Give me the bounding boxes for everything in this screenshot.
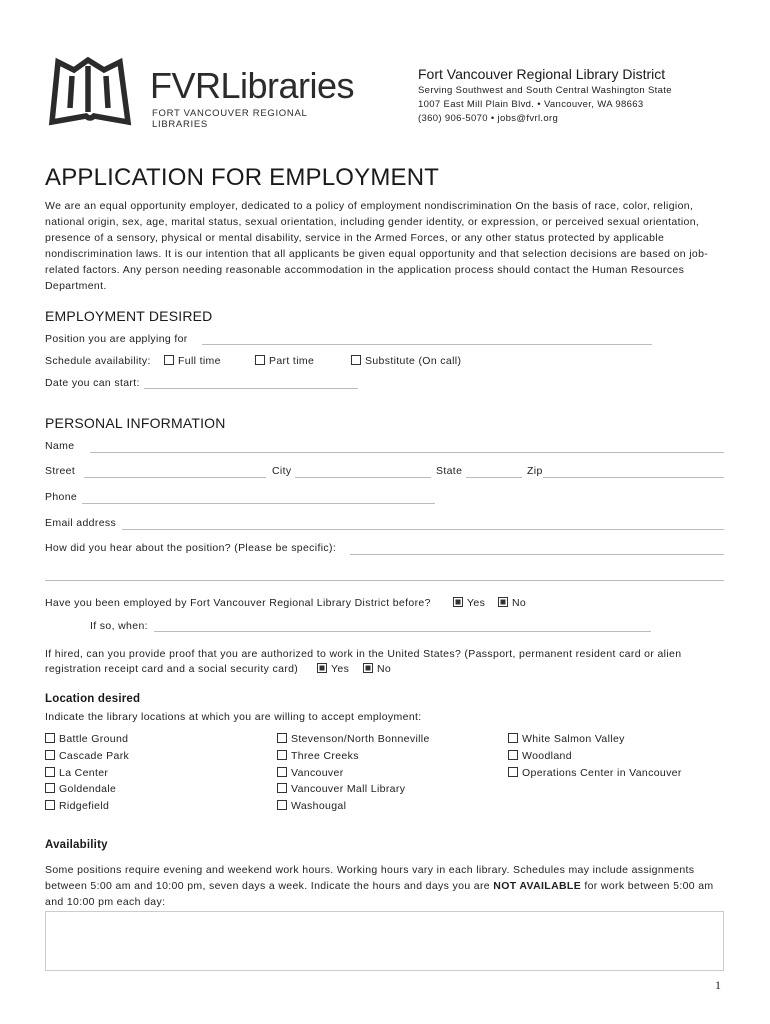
org-tagline: Serving Southwest and South Central Washington State (418, 85, 672, 96)
zip-field[interactable] (543, 477, 724, 478)
proof-question-line1: If hired, can you provide proof that you are authorized to work in the United States? (Passport, permanent resident card or alien (45, 648, 682, 660)
location-item[interactable]: Woodland (508, 748, 682, 765)
availability-paragraph: Some positions require evening and weekend work hours. Working hours vary in each library. Schedules may include assignments between 5:00 am and 10:00 pm, seven days a week. Indicate the hours and days you are NOT AVAILABLE for work between 5:00 am and 10:00 pm each day: (45, 864, 714, 908)
logo-subtitle: FORT VANCOUVER REGIONAL LIBRARIES (152, 108, 308, 130)
proof-question-line2: registration receipt card and a social security card) (45, 663, 299, 675)
part-time-option[interactable]: Part time (255, 355, 314, 367)
availability-heading: Availability (45, 839, 108, 851)
location-item[interactable]: Vancouver (277, 765, 430, 782)
location-item[interactable]: Goldendale (45, 781, 129, 798)
schedule-label: Schedule availability: (45, 355, 151, 367)
proof-yes-option[interactable]: Yes (317, 663, 349, 675)
personal-heading: PERSONAL INFORMATION (45, 415, 226, 431)
location-item[interactable]: Vancouver Mall Library (277, 781, 430, 798)
if-so-field[interactable] (154, 631, 651, 632)
substitute-option[interactable]: Substitute (On call) (351, 355, 461, 367)
location-checkbox[interactable] (508, 750, 518, 760)
employed-no-option[interactable]: No (498, 597, 526, 609)
location-item[interactable]: Cascade Park (45, 748, 129, 765)
name-label: Name (45, 440, 75, 452)
part-time-checkbox[interactable] (255, 355, 265, 365)
street-label: Street (45, 465, 76, 477)
zip-label: Zip (527, 465, 543, 477)
location-checkbox[interactable] (508, 767, 518, 777)
location-checkbox[interactable] (277, 783, 287, 793)
location-item[interactable]: Battle Ground (45, 731, 129, 748)
name-field[interactable] (90, 452, 724, 453)
start-date-label: Date you can start: (45, 377, 140, 389)
employment-heading: EMPLOYMENT DESIRED (45, 308, 213, 324)
open-book-logo-icon (44, 56, 136, 126)
org-address: 1007 East Mill Plain Blvd. • Vancouver, WA 98663 (418, 99, 644, 110)
state-label: State (436, 465, 463, 477)
full-time-option[interactable]: Full time (164, 355, 221, 367)
org-contact: (360) 906-5070 • jobs@fvrl.org (418, 113, 559, 124)
proof-no-option[interactable]: No (363, 663, 391, 675)
heard-field[interactable] (350, 554, 724, 555)
location-checkbox[interactable] (277, 800, 287, 810)
proof-yes-checkbox[interactable] (317, 663, 327, 673)
employed-no-checkbox[interactable] (498, 597, 508, 607)
location-checkbox[interactable] (45, 733, 55, 743)
availability-textbox[interactable] (45, 911, 724, 971)
location-checkbox[interactable] (508, 733, 518, 743)
heard-label: How did you hear about the position? (Please be specific): (45, 542, 337, 554)
phone-field[interactable] (82, 503, 435, 504)
email-label: Email address (45, 517, 117, 529)
location-item[interactable]: White Salmon Valley (508, 731, 682, 748)
city-label: City (272, 465, 292, 477)
location-checkbox[interactable] (45, 750, 55, 760)
location-item[interactable]: Three Creeks (277, 748, 430, 765)
phone-label: Phone (45, 491, 78, 503)
location-item[interactable]: Ridgefield (45, 798, 129, 815)
location-item[interactable]: Operations Center in Vancouver (508, 765, 682, 782)
employed-before-question: Have you been employed by Fort Vancouver Regional Library District before? (45, 597, 431, 609)
org-name: Fort Vancouver Regional Library District (418, 66, 666, 82)
location-column-1 (45, 731, 129, 815)
city-field[interactable] (295, 477, 431, 478)
full-time-checkbox[interactable] (164, 355, 174, 365)
employed-yes-option[interactable]: Yes (453, 597, 485, 609)
location-item[interactable]: Stevenson/North Bonneville (277, 731, 430, 748)
email-field[interactable] (122, 529, 724, 530)
intro-paragraph: We are an equal opportunity employer, dedicated to a policy of employment nondiscrimination On the basis of race, color, religion, national origin, sex, age, marital status, sexual orientation, including gender identity, or expression, or perceived sexual orientation, presence of a sensory, physical or mental disability, service in the Armed Forces, or any other status protected by applicable nondiscrimination laws. It is our intention that all applicants be given equal opportunity and that selection decisions are based on job-related factors. Any person needing reasonable accommodation in the application process should contact the Human Resources Department. (45, 200, 709, 292)
heard-field-2[interactable] (45, 580, 724, 581)
page-number: 1 (715, 978, 721, 992)
not-available-emphasis: NOT AVAILABLE (493, 880, 582, 892)
location-item[interactable]: La Center (45, 765, 129, 782)
logo-wordmark: FVRLibraries (150, 65, 355, 106)
location-column-3 (508, 731, 682, 781)
location-checkbox[interactable] (45, 800, 55, 810)
position-label: Position you are applying for (45, 333, 188, 345)
location-checkbox[interactable] (277, 767, 287, 777)
location-checkbox[interactable] (277, 733, 287, 743)
location-subtext: Indicate the library locations at which you are willing to accept employment: (45, 711, 422, 723)
position-field[interactable] (202, 344, 652, 345)
employed-yes-checkbox[interactable] (453, 597, 463, 607)
location-item[interactable]: Washougal (277, 798, 430, 815)
location-checkbox[interactable] (45, 783, 55, 793)
substitute-checkbox[interactable] (351, 355, 361, 365)
location-column-2 (277, 731, 430, 815)
location-checkbox[interactable] (45, 767, 55, 777)
if-so-label: If so, when: (90, 620, 148, 632)
proof-no-checkbox[interactable] (363, 663, 373, 673)
location-heading: Location desired (45, 693, 141, 705)
start-date-field[interactable] (144, 388, 358, 389)
page-title: APPLICATION FOR EMPLOYMENT (45, 164, 440, 191)
state-field[interactable] (466, 477, 522, 478)
logo (44, 56, 355, 130)
street-field[interactable] (84, 477, 266, 478)
location-checkbox[interactable] (277, 750, 287, 760)
